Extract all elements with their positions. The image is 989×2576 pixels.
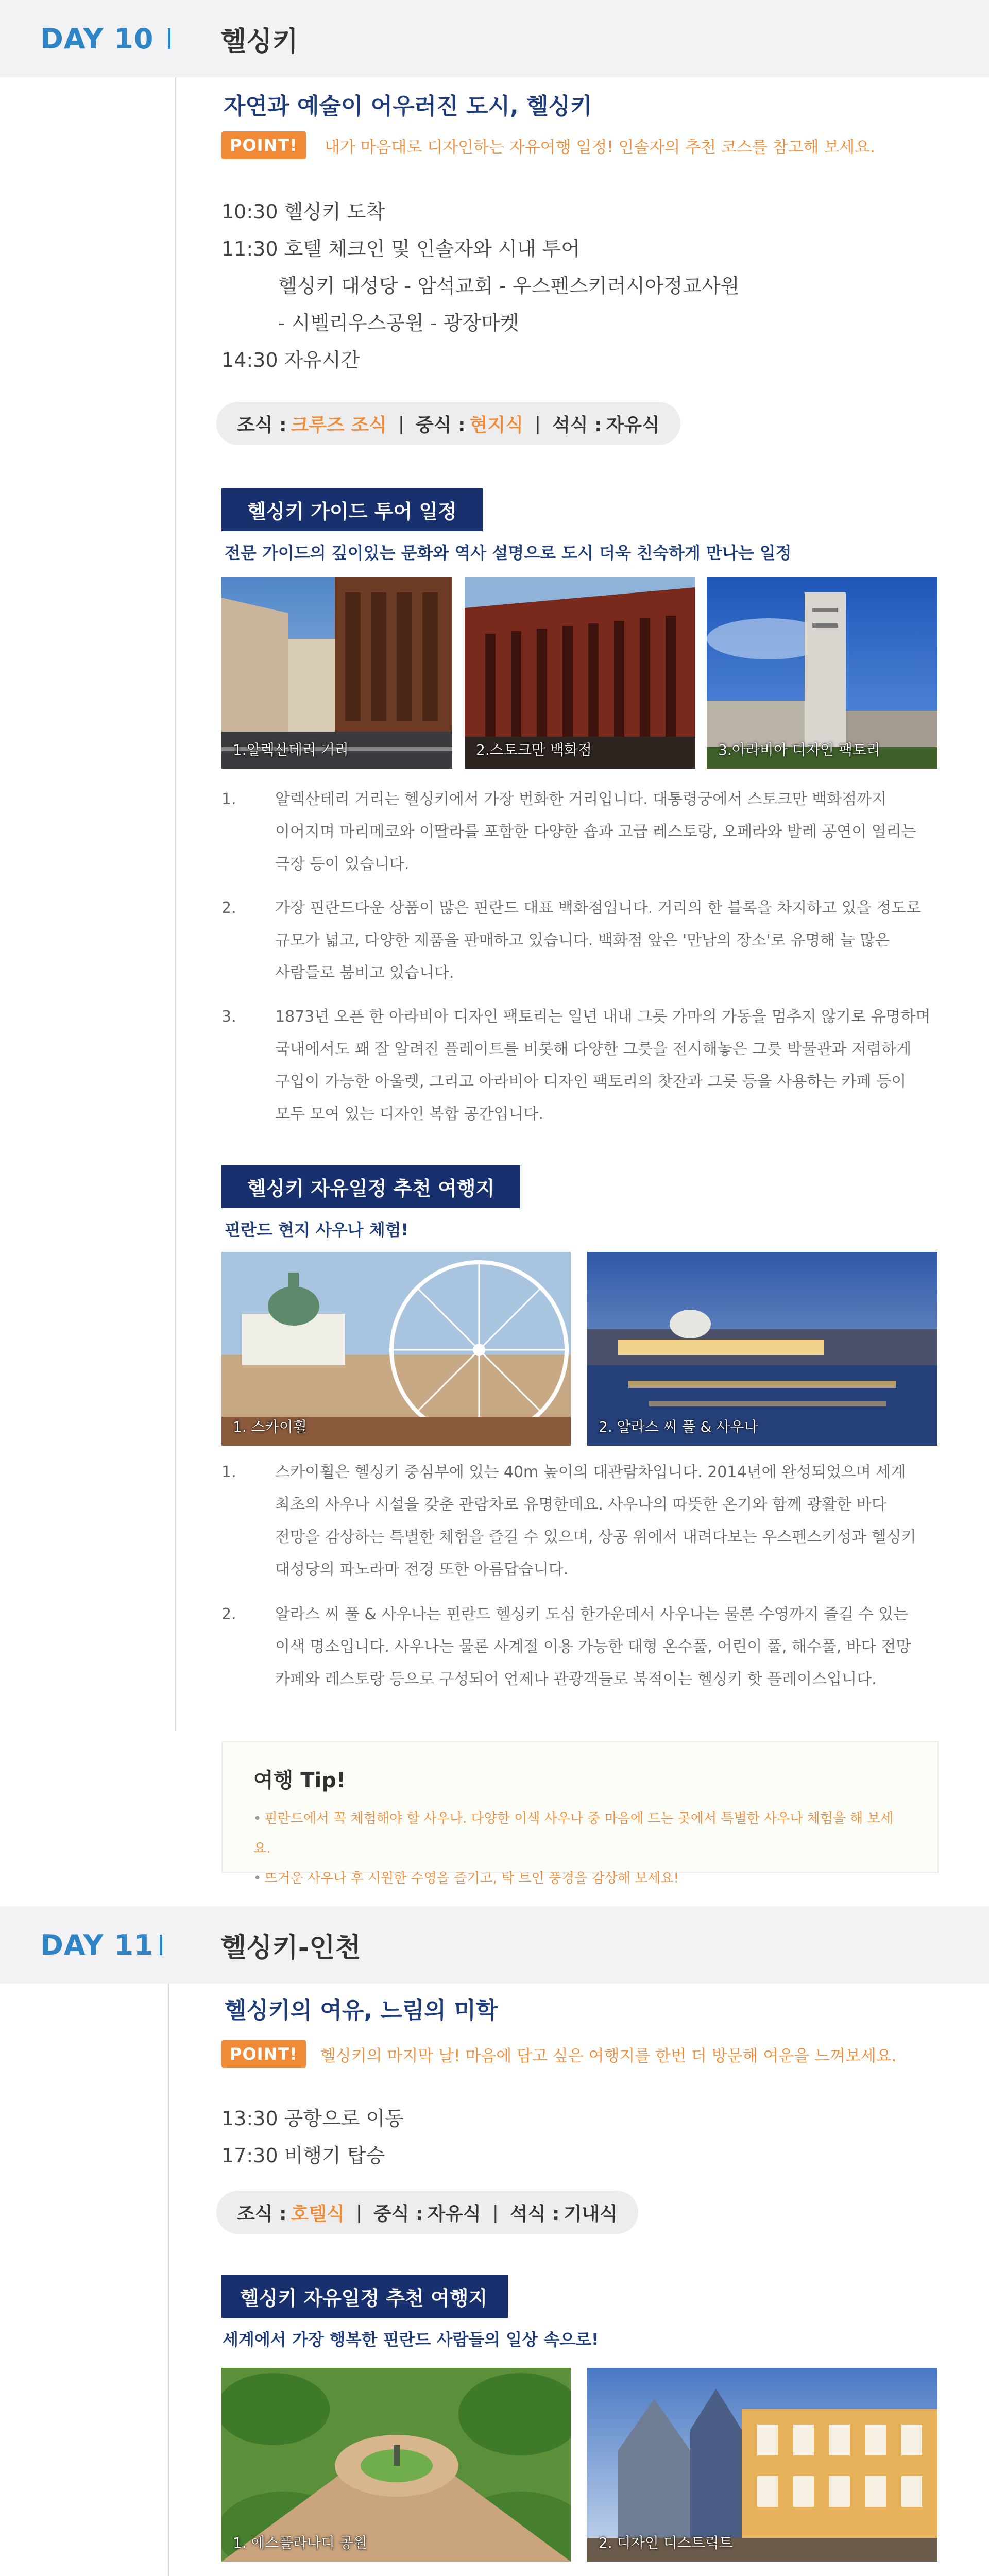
tip-line (253, 1804, 907, 1863)
dinner-value: 자유식 (606, 414, 660, 436)
day-header-11 (0, 1906, 989, 1984)
item-line: 모두 모여 있는 디자인 복합 공간입니다. (275, 1105, 543, 1123)
breakfast-value: 호텔식 (291, 2203, 345, 2225)
lunch-value: 자유식 (427, 2203, 481, 2225)
day10-meals (216, 402, 933, 445)
free-course-subtitle: 핀란드 현지 사우나 체험! (225, 1220, 409, 1240)
day-label: DAY 11 (40, 1928, 154, 1961)
day-separator (160, 1935, 162, 1955)
photo-caption: 1.알렉산테리 거리 (233, 741, 349, 758)
item-number: 3. (221, 1008, 236, 1026)
item-line: 가장 핀란드다운 상품이 많은 핀란드 대표 백화점입니다. 거리의 한 블록을 차지하고 있을 정도로 (275, 899, 922, 917)
item-number: 1. (221, 790, 236, 808)
point-row (221, 131, 939, 159)
lunch-label: 중식 : (416, 414, 466, 436)
item-number: 2. (221, 1605, 236, 1623)
schedule-item: 13:30 공항으로 이동 (221, 2107, 404, 2130)
tip-text: 뜨거운 사우나 후 시원한 수영을 즐기고, 탁 트인 풍경을 감상해 보세요! (264, 1871, 679, 1886)
day11-meals (216, 2191, 933, 2234)
item-line: 알라스 씨 풀 & 사우나는 핀란드 헬싱키 도심 한가운데서 사우나는 물론 수영까지 즐길 수 있는 (275, 1605, 909, 1623)
lunch-value: 현지식 (469, 414, 523, 436)
item-line: 알렉산테리 거리는 헬싱키에서 가장 번화한 거리입니다. 대통령궁에서 스토크만 백화점까지 (275, 790, 887, 808)
tip-line (253, 1863, 907, 1893)
point-text: 헬싱키의 마지막 날! 마음에 담고 싶은 여행지를 한번 더 방문해 여운을 느껴보세요. (320, 2046, 897, 2065)
schedule-item: 17:30 비행기 탑승 (221, 2144, 385, 2167)
list-item (221, 783, 939, 880)
free-course-title: 헬싱키 자유일정 추천 여행지 (221, 1165, 520, 1208)
dinner-label: 석식 : (509, 2203, 560, 2225)
item-line: 카페와 레스토랑 등으로 구성되어 언제나 관광객들로 북적이는 헬싱키 핫 플레이스입니다. (275, 1670, 877, 1688)
photo-arabia-factory (707, 577, 937, 769)
photo-esplanadi-park (221, 2368, 571, 2562)
photo-caption: 2. 알라스 씨 풀 & 사우나 (599, 1418, 758, 1435)
photo-design-district (587, 2368, 937, 2562)
item-line: 전망을 감상하는 특별한 체험을 즐길 수 있으며, 상공 위에서 내려다보는 우스펜스키성과 헬싱키 (275, 1528, 916, 1546)
breakfast-value: 크루즈 조식 (291, 414, 387, 436)
day11-schedule (221, 2100, 939, 2174)
meals-pill (216, 2191, 638, 2234)
item-number (221, 2571, 236, 2576)
point-row (221, 2040, 939, 2068)
item-line: 규모가 넓고, 다양한 제품을 판매하고 있습니다. 백화점 앞은 '만남의 장소'로 유명해 늘 많은 (275, 931, 890, 950)
free-course-title: 헬싱키 자유일정 추천 여행지 (221, 2275, 508, 2318)
guide-tour-title: 헬싱키 가이드 투어 일정 (221, 488, 483, 531)
meals-pill (216, 402, 680, 445)
day-label: DAY 10 (40, 22, 154, 55)
day10-theme (221, 88, 939, 121)
day-city: 헬싱키 (220, 26, 298, 57)
theme-title: 자연과 예술이 어우러진 도시, 헬싱키 (224, 93, 592, 120)
meal-separator: | (398, 413, 405, 434)
bullet-icon: • (253, 1871, 262, 1886)
travel-tip-box (221, 1741, 939, 1886)
photo-stockmann (465, 577, 695, 769)
item-line: 사람들로 붐비고 있습니다. (275, 964, 454, 982)
photo-caption: 2. 디자인 디스트릭트 (599, 2534, 733, 2551)
item-line: 이색 명소입니다. 사우나는 물론 사계절 이용 가능한 대형 온수풀, 어린이 풀, 해수풀, 바다 전망 (275, 1638, 911, 1656)
tip-title: 여행 Tip! (253, 1769, 346, 1792)
photo-allas-sea-pool (587, 1252, 937, 1446)
list-item (221, 2571, 939, 2576)
item-line: 스카이휠은 헬싱키 중심부에 있는 40m 높이의 대관람차입니다. 2014년에 완성되었으며 세계 (275, 1463, 906, 1481)
day11-free-course-list (221, 2571, 939, 2576)
day-header-10 (0, 0, 989, 77)
free-course-subtitle: 세계에서 가장 행복한 핀란드 사람들의 일상 속으로! (223, 2330, 599, 2349)
item-line (275, 2571, 939, 2576)
breakfast-label: 조식 : (237, 414, 287, 436)
free-course-list (221, 1456, 939, 1696)
item-line: 1873년 오픈 한 아라비아 디자인 팩토리는 일년 내내 그릇 가마의 가동을 멈추지 않기로 유명하며 (275, 1008, 931, 1026)
day-city: 헬싱키-인천 (220, 1932, 361, 1963)
day11-theme (221, 1992, 939, 2025)
item-line: 대성당의 파노라마 전경 또한 아름답습니다. (275, 1561, 569, 1579)
meal-separator: | (492, 2201, 499, 2223)
photo-caption: 2.스토크만 백화점 (476, 741, 592, 758)
item-line: 최초의 사우나 시설을 갖춘 관람차로 유명한데요. 사우나의 따뜻한 온기와 함께 광활한 바다 (275, 1496, 886, 1514)
dinner-label: 석식 : (552, 414, 602, 436)
guide-tour-title-wrap (221, 488, 939, 531)
schedule-item: 14:30 자유시간 (221, 349, 360, 371)
photo-caption: 3.아라비아 디자인 팩토리 (718, 741, 880, 758)
schedule-item: 10:30 헬싱키 도착 (221, 200, 385, 223)
schedule-item: 11:30 호텔 체크인 및 인솔자와 시내 투어 (221, 238, 580, 260)
item-number: 2. (221, 899, 236, 917)
free-course-title-wrap (221, 1165, 939, 1208)
day10-schedule (221, 193, 939, 379)
timeline-line (175, 77, 176, 1731)
meal-separator: | (534, 413, 541, 434)
item-number: 1. (221, 1463, 236, 1481)
item-line: 국내에서도 꽤 잘 알려진 플레이트를 비롯해 다양한 그릇을 전시해놓은 그릇 박물관과 저렴하게 (275, 1040, 912, 1058)
list-item (221, 1001, 939, 1130)
breakfast-label: 조식 : (237, 2203, 287, 2225)
free-course-title-wrap (221, 2275, 939, 2318)
timeline-line (168, 1984, 169, 2576)
list-item (221, 1598, 939, 1696)
photo-caption: 1. 에스플라나디 공원 (233, 2534, 367, 2551)
guide-tour-subtitle: 전문 가이드의 깊이있는 문화와 역사 설명으로 도시 더욱 친숙하게 만나는 일정 (225, 543, 792, 563)
point-badge: POINT! (221, 131, 306, 159)
schedule-subitem: - 시벨리우스공원 - 광장마켓 (278, 312, 519, 334)
guide-tour-list (221, 783, 939, 1130)
item-line: 구입이 가능한 아울렛, 그리고 아라비아 디자인 팩토리의 찻잔과 그릇 등을 사용하는 카페 등이 (275, 1073, 907, 1091)
list-item (221, 892, 939, 989)
dinner-value: 기내식 (564, 2203, 618, 2225)
meal-separator: | (355, 2201, 362, 2223)
photo-caption: 1. 스카이휠 (233, 1418, 307, 1435)
item-line: 이어지며 마리메코와 이딸라를 포함한 다양한 숍과 고급 레스토랑, 오페라와 발레 공연이 열리는 (275, 823, 916, 841)
photo-aleksanterinkatu (221, 577, 452, 769)
photo-skywheel (221, 1252, 571, 1446)
lunch-label: 중식 : (373, 2203, 423, 2225)
point-text: 내가 마음대로 디자인하는 자유여행 일정! 인솔자의 추천 코스를 참고해 보세요. (324, 138, 876, 157)
theme-title: 헬싱키의 여유, 느림의 미학 (225, 1997, 498, 2024)
bullet-icon: • (253, 1811, 262, 1826)
point-badge: POINT! (221, 2040, 306, 2068)
list-item (221, 1456, 939, 1586)
schedule-subitem: 헬싱키 대성당 - 암석교회 - 우스펜스키러시아정교사원 (278, 275, 740, 297)
day-separator (168, 28, 170, 49)
item-line: 극장 등이 있습니다. (275, 855, 410, 873)
tip-text: 핀란드에서 꼭 체험해야 할 사우나. 다양한 이색 사우나 중 마음에 드는 곳에서 특별한 사우나 체험을 해 보세요. (253, 1811, 893, 1856)
